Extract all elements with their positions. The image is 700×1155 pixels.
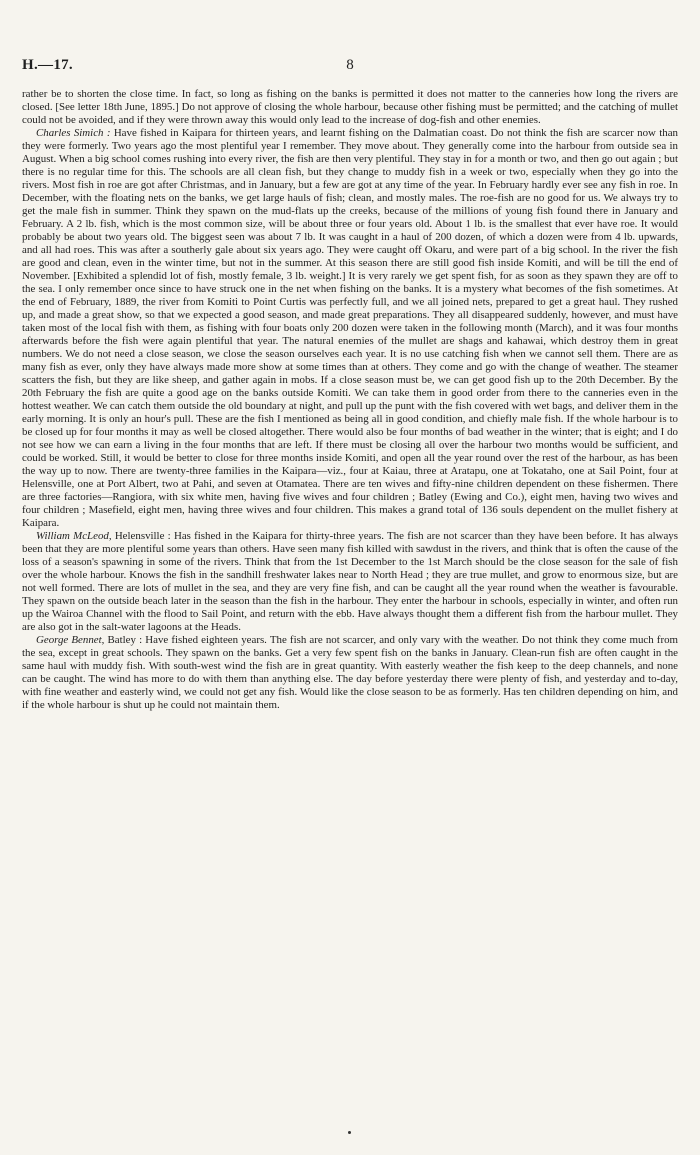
paragraph-text: Have fished in Kaipara for thirteen years, and learnt fishing on the Dalmatian coast. Do not think the fish are scarcer now than they were formerly. Two years ago the most plentiful year I remember. They move about. They generally come into the harbour from outside sea in August. When a big school comes rushing into every river, the fish are then very plentiful. They stay in for a month or two, and then go out again ; but there is no regular time for this. The schools are all clean fish, but they change to muddy fish in a week or two, especially when they go into the rivers. Most fish in roe are got after Christmas, and in January, but a few are got at any time of the year. In February hardly ever see any fish in roe. In December, with the floating nets on the banks, we get large hauls of fish; clean, and mostly males. The roe-fish are no good for us. We always try to get the male fish in summer. Think they spawn on the mud-flats up the creeks, because of the millions of young fish found there in January and February. A 2 lb. fish, which is the most common size, will be about three or four years old. About 1 lb. is the smallest that ever have roe. It would probably be about two years old. The biggest seen was about 7 lb. It was caught in a haul of 200 dozen, of which a dozen were from 4 lb. upwards, and all had roes. This was after a southerly gale about six years ago. They were caught off Okaru, and were part of a big school. In the river the fish are good and clean, even in the winter time, but not in the summer. At this season there are still good fish inside Komiti, and will be till the end of November. [Exhibited a splendid lot of fish, mostly female, 3 lb. weight.] It is very rarely we get spent fish, for as soon as they spawn they are off to the sea. I only remember once since to have struck one in the net when fishing on the banks. It is a mystery what becomes of the fish sometimes. At the end of February, 1889, the river from Komiti to Point Curtis was perfectly full, and we all joined nets, prepared to get a great haul. They rushed up, and made a great show, so that we expected a good season, and made great preparations. They all disappeared suddenly, however, and must have taken most of the local fish with them, as fishing with four boats only 200 dozen were taken in the following month (March), and it was four months afterwards before the fish were again plentiful that year. The natural enemies of the mullet are shags and kahawai, which destroy them in great numbers. We do not need a close season, we close the season ourselves each year. It is no use catching fish when we cannot sell them. There are as many fish as ever, only they have always made more show at some times than at others. They come and go with the change of weather. The steamer scatters the fish, but they are like sheep, and gather again in mobs. If a close season must be, we can get good fish up to the 20th December. By the 20th February the fish are quite a good age on the banks outside Komiti. We can take them in good order from there to the canneries even in the hottest weather. We can catch them outside the old boundary at night, and pull up the punt with the fish covered with wet bags, and deliver them in the early morning. It is only an hour's pull. These are the fish I mentioned as being all in good condition, and chiefly male fish. If the whole harbour is to be closed up for four months it may as well be closed altogether. There would also be four months of bad weather in the winter; that is eight; and I do not see how we can earn a living in the four months that are left. If there must be closing all over the harbour two months would be sufficient, and could be worked. Still, it would be better to close for three months inside Komiti, and open all the year round over the rest of the harbour, as has been the way up to now. There are twenty-three families in the Kaipara—viz., four at Kaiau, three at Aratapu, one at Tokataho, one at Sail Point, four at Helensville, one at Port Albert, two at Pahi, and seven at Otamatea. There are ten wives and fifty-nine children dependent on these fishermen. There are three factories—Rangiora, with six white men, having five wives and four children ; Batley (Ewing and Co.), eight men, having two wives and four children ; Masefield, eight men, having three wives and four children. This makes a grand total of 136 souls dependent on the mullet fishery at Kaipara. [22,127,678,529]
paragraph-text: Helensville : Has fished in the Kaipara for thirty-three years. The fish are not scarcer than they have been before. It has always been that they are more plentiful some years than others. Have seen many fish killed with sawdust in the rivers, and think that is often the cause of the loss of a season's spawning in some of the rivers. Think that from the 1st December to the 1st March should be the close season for the sale of fish over the whole harbour. Knows the fish in the sandhill freshwater lakes near to North Head ; they are true mullet, and grow to enormous size, but are not well formed. There are lots of mullet in the sea, and they are very fine fish, and can be caught all the year round when the weather is favourable. They spawn on the outside beach later in the season than the fish in the harbour. They enter the harbour in schools, especially in winter, and often run up the Wairoa Channel with the flood to Sail Point, and return with the ebb. Have always thought them a different fish from the harbour mullet. They are also got in the salt-water lagoons at the Heads. [22,530,678,633]
page-number: 8 [346,57,354,73]
document-body [22,88,678,712]
testimony-charles-simich [22,127,678,530]
speaker-name: Charles Simich : [36,127,111,139]
paragraph-text: Batley : Have fished eighteen years. The fish are not scarcer, and only vary with the weather. Do not think they come much from the sea, except in great schools. They spawn on the banks. Get a very few spent fish on the banks in January. Clean-run fish are often caught in the same haul with muddy fish. With south-west wind the fish are in great quantity. With easterly weather the fish keep to the deep channels, and none can be caught. The wind has more to do with them than anything else. The day before yesterday there were plenty of fish, and yesterday and to-day, with fine weather and easterly wind, we could not get any fish. Would like the close season to be as formerly. Has ten children depending on him, and if the whole harbour is shut up he could not maintain them. [22,634,678,711]
speaker-name: George Bennet, [36,634,105,646]
page-header [22,57,678,77]
document-code: H.—17. [22,57,73,73]
testimony-william-mcleod [22,530,678,634]
paragraph-text: rather be to shorten the close time. In fact, so long as fishing on the banks is permitted it does not matter to the canneries how long the rivers are closed. [See letter 18th June, 1895.] Do not approve of closing the whole harbour, because other fishing must be permitted; and the catching of mullet could not be avoided, and if they were thrown away this would only lead to the increase of dog-fish and other enemies. [22,88,678,126]
footer-mark [348,1131,351,1134]
testimony-george-bennet [22,634,678,712]
speaker-name: William McLeod, [36,530,112,542]
paragraph-continuation [22,88,678,127]
